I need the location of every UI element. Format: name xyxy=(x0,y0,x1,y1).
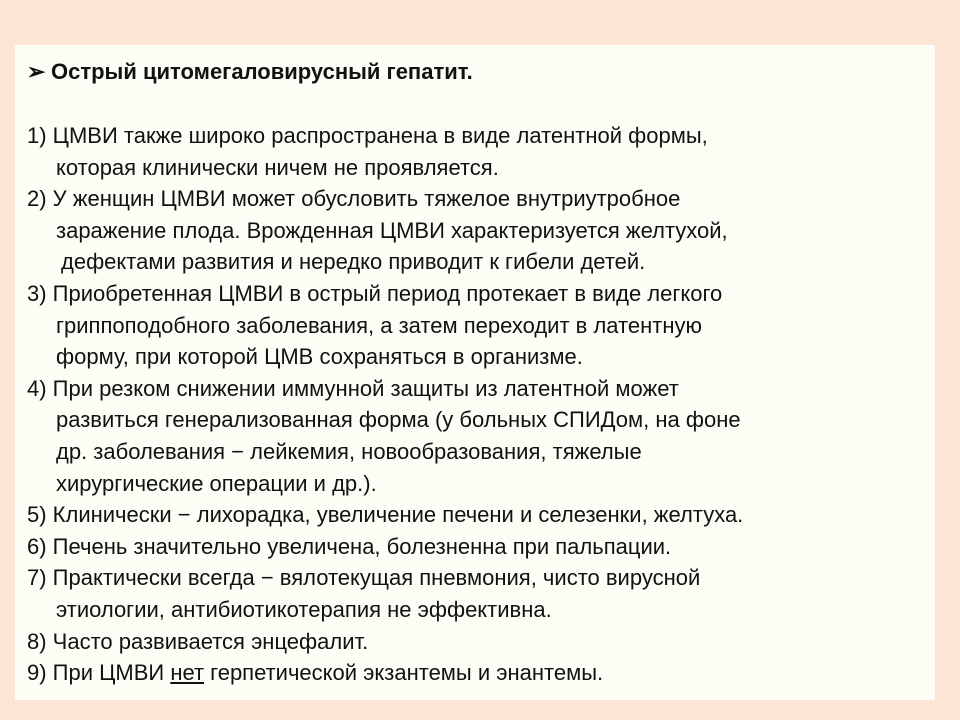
list-item-6 xyxy=(27,531,927,563)
list-item-text: 9) При ЦМВИ xyxy=(27,660,171,686)
list-item-line xyxy=(27,657,927,689)
list-item-1 xyxy=(27,120,927,183)
list-item-line: др. заболевания − лейкемия, новообразования, тяжелые xyxy=(56,438,642,464)
list-item-8 xyxy=(27,626,927,658)
list-item-line: дефектами развития и нередко приводит к гибели детей. xyxy=(61,249,646,275)
list-item-line: 7) Практически всегда − вялотекущая пневмония, чисто вирусной xyxy=(27,565,701,591)
list-item-5 xyxy=(27,499,927,531)
underlined-word: нет xyxy=(170,660,205,686)
list-item-line: развиться генерализованная форма (у больных СПИДом, на фоне xyxy=(56,407,741,433)
list-item-line: форму, при которой ЦМВ сохраняться в организме. xyxy=(56,344,583,370)
list-item-line: 4) При резком снижении иммунной защиты из латентной может xyxy=(27,375,679,401)
list-item-line: заражение плода. Врожденная ЦМВИ характеризуется желтухой, xyxy=(56,217,728,243)
list-item-line: 8) Часто развивается энцефалит. xyxy=(27,628,369,654)
list-item-9 xyxy=(27,657,927,689)
list-item-line: 2) У женщин ЦМВИ может обусловить тяжелое внутриутробное xyxy=(27,186,681,212)
list-item-line: гриппоподобного заболевания, а затем переходит в латентную xyxy=(56,312,702,338)
slide-panel xyxy=(15,45,935,700)
numbered-list xyxy=(27,120,927,689)
list-item-4 xyxy=(27,373,927,499)
list-item-3 xyxy=(27,278,927,373)
slide-heading xyxy=(27,59,473,85)
list-item-line: 6) Печень значительно увеличена, болезненна при пальпации. xyxy=(27,533,672,559)
list-item-line: хирургические операции и др.). xyxy=(56,470,377,496)
list-item-line: 1) ЦМВИ также широко распространена в виде латентной формы, xyxy=(27,123,708,148)
list-item-line: 5) Клинически − лихорадка, увеличение печени и селезенки, желтуха. xyxy=(27,502,744,528)
list-item-line: 3) Приобретенная ЦМВИ в острый период протекает в виде легкого xyxy=(27,280,723,306)
slide-title: Острый цитомегаловирусный гепатит. xyxy=(51,59,473,84)
list-item-line: этиологии, антибиотикотерапия не эффективна. xyxy=(56,596,552,622)
list-item-7 xyxy=(27,562,927,625)
list-item-2 xyxy=(27,183,927,278)
list-item-text: герпетической экзантемы и энантемы. xyxy=(204,660,604,686)
list-item-line: которая клинически ничем не проявляется. xyxy=(56,154,499,180)
arrow-bullet-icon: ➢ xyxy=(27,59,46,84)
